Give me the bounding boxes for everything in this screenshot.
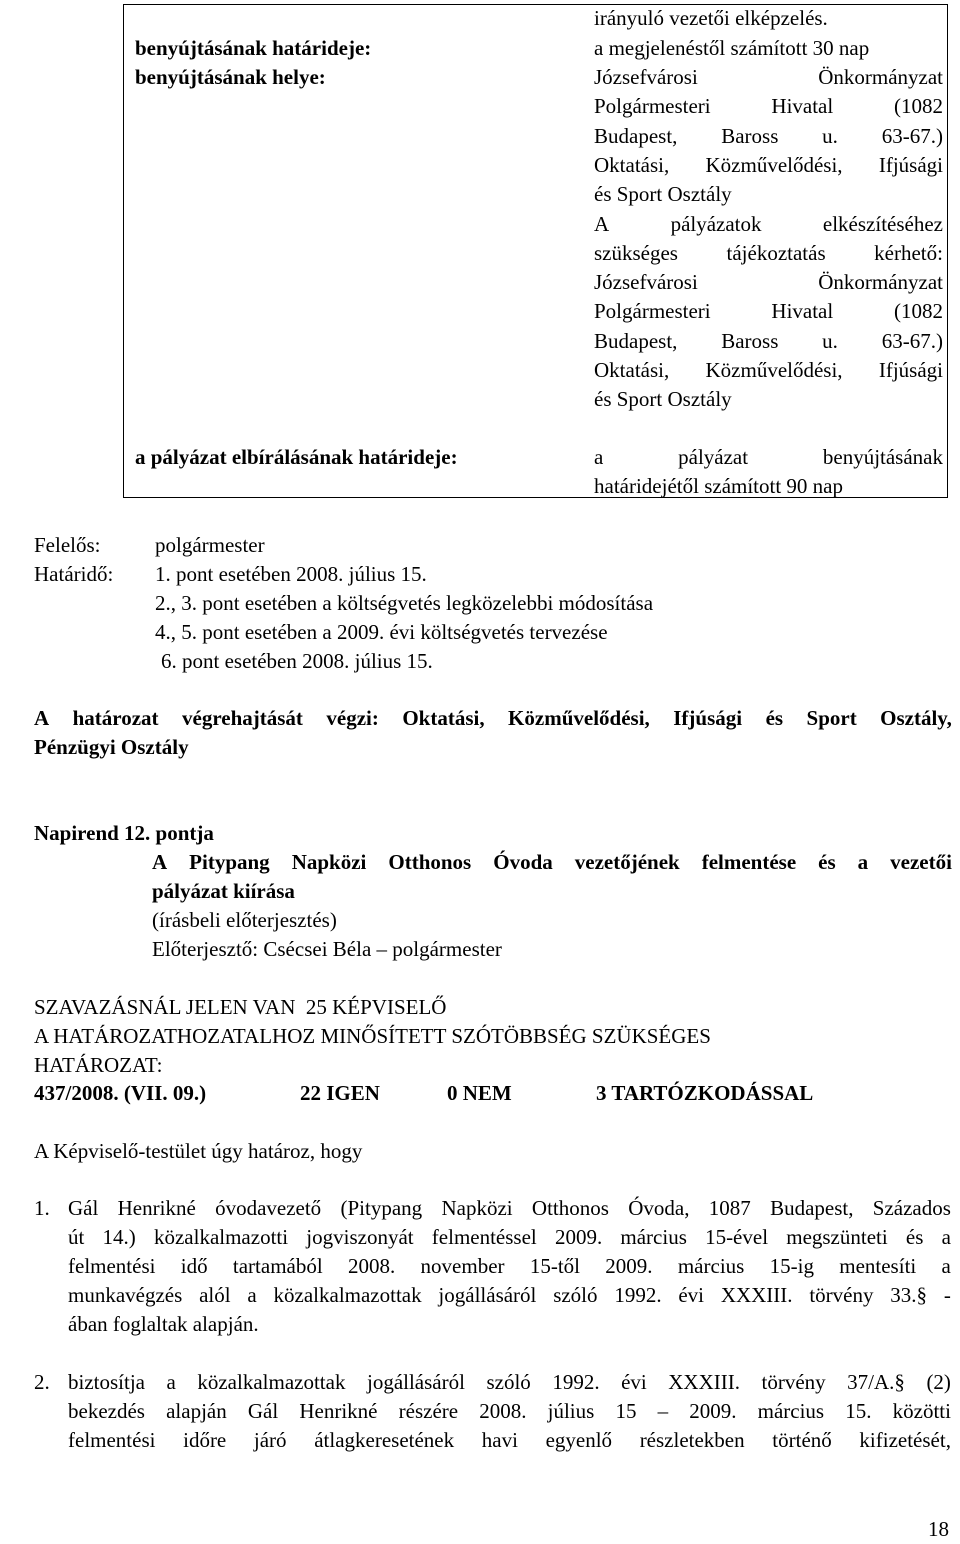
word: 2008. (348, 1254, 396, 1278)
word: határidejétől számított 90 nap (594, 474, 844, 498)
word: átlagkeresetének (314, 1428, 455, 1452)
word: (1082 (893, 299, 943, 324)
evaluation-deadline-label: a pályázat elbírálásának határideje: (135, 445, 458, 469)
word: és Sport Osztály (594, 387, 732, 412)
text-line (594, 151, 943, 180)
word: november (420, 1254, 505, 1278)
voting-majority: A HATÁROZATHOZATALHOZ MINŐSÍTETT SZÓTÖBBSÉG SZÜKSÉGES (34, 1024, 711, 1048)
word: jogállásáról (366, 1370, 465, 1394)
word: Budapest, (770, 1196, 854, 1220)
word: 1992. (614, 1283, 662, 1307)
word: jogviszonyát (306, 1225, 414, 1249)
word: alapján (166, 1399, 227, 1423)
word: Polgármesteri (594, 94, 711, 119)
word: Otthonos (388, 850, 472, 874)
word: (Pitypang (340, 1196, 423, 1220)
word: tartamából (232, 1254, 323, 1278)
word: és (905, 1225, 924, 1249)
word: Henrikné (299, 1399, 378, 1423)
word: A (594, 211, 610, 236)
word: megszünteti (786, 1225, 888, 1249)
text-line (594, 297, 943, 326)
deadline-item: 6. pont esetében 2008. július 15. (161, 649, 433, 673)
text-line (594, 180, 732, 209)
deadline-item: 4., 5. pont esetében a 2009. évi költségvetés tervezése (155, 620, 608, 644)
word: u. (822, 328, 838, 353)
word: Józsefvárosi (594, 65, 698, 89)
word: Otthonos (531, 1196, 609, 1220)
word: kérhető: (874, 240, 943, 265)
word: Polgármesteri (594, 299, 711, 324)
word: XXXIII. (720, 1283, 793, 1307)
word: Százados (872, 1196, 951, 1220)
table-top-text: irányuló vezetői elképzelés. (594, 6, 828, 30)
word: egyenlő (545, 1428, 613, 1452)
word: 2009. (689, 1399, 737, 1423)
word: 15-ével (705, 1225, 769, 1249)
text-line (68, 1426, 951, 1455)
word: és (818, 850, 836, 874)
text-line (594, 268, 943, 297)
word: idő (180, 1254, 208, 1278)
word: szóló (553, 1283, 598, 1307)
word: havi (481, 1428, 518, 1452)
text-line (68, 1194, 951, 1223)
word: felmentési (68, 1254, 156, 1278)
word: évi (678, 1283, 705, 1307)
word: biztosítja (68, 1370, 145, 1394)
word: Hivatal (771, 94, 834, 119)
word: Gál (247, 1399, 279, 1423)
deadline-value: a megjelenéstől számított 30 nap (594, 36, 870, 60)
word: 15-től (529, 1254, 580, 1278)
word: alól (199, 1283, 231, 1307)
word: részletekben (639, 1428, 745, 1452)
word: 63-67.) (881, 123, 943, 148)
word: részére (398, 1399, 459, 1423)
text-line (68, 1397, 951, 1426)
word: vezetőjének (574, 850, 680, 874)
text-line (594, 210, 943, 239)
word: 2009. (605, 1254, 653, 1278)
word: Óvoda, (628, 1196, 690, 1220)
agenda-title (152, 848, 952, 877)
word: Gál (68, 1196, 99, 1220)
vote-yes: 22 IGEN (300, 1081, 380, 1105)
text-line (594, 356, 943, 385)
text-line (594, 327, 943, 356)
word: felmentéssel (431, 1225, 537, 1249)
word: évi (621, 1370, 647, 1394)
word: Sport (806, 706, 857, 730)
word: 63-67.) (881, 328, 943, 353)
word: március (677, 1254, 745, 1278)
word: szóló (486, 1370, 531, 1394)
word: 1992. (552, 1370, 600, 1394)
agenda-note: (írásbeli előterjesztés) (152, 908, 337, 932)
text-line (594, 472, 843, 501)
word: pályázatok (670, 211, 762, 236)
word: időre (183, 1428, 227, 1452)
word: ában foglaltak alapján. (68, 1312, 259, 1336)
word: Henrikné (117, 1196, 196, 1220)
word: és (765, 706, 784, 730)
decision-label: HATÁROZAT: (34, 1053, 163, 1077)
deadline-item: 2., 3. pont esetében a költségvetés legközelebbi módosítása (155, 591, 654, 615)
word: (2) (926, 1370, 951, 1394)
word: - (943, 1283, 951, 1307)
word: Hivatal (771, 299, 834, 324)
word: Önkormányzat (818, 65, 943, 89)
word: Oktatási, (594, 358, 670, 382)
word: Közművelődési, (705, 152, 843, 177)
word: felmentése (701, 850, 797, 874)
word: kifizetését, (859, 1428, 951, 1452)
word: járó (253, 1428, 287, 1452)
word: 2008. (479, 1399, 527, 1423)
word: 1087 (708, 1196, 751, 1220)
text-line (68, 1223, 951, 1252)
agenda-item: Napirend 12. pontja (34, 821, 214, 845)
executor-line: Pénzügyi Osztály (34, 735, 189, 759)
responsible-value: polgármester (155, 533, 265, 557)
word: határozat (72, 706, 159, 730)
word: (1082 (893, 94, 943, 119)
word: felmentési (68, 1428, 156, 1452)
word: július (547, 1399, 595, 1423)
word: és Sport Osztály (594, 182, 732, 207)
word: törvény (809, 1283, 874, 1307)
word: a (166, 1370, 176, 1394)
word: 15 (615, 1399, 637, 1423)
word: 37/A.§ (847, 1370, 905, 1394)
place-label: benyújtásának helye: (135, 65, 326, 89)
word: benyújtásának (822, 445, 943, 469)
resolution-intro: A Képviselő-testület úgy határoz, hogy (34, 1139, 363, 1163)
word: Osztály, (880, 706, 952, 730)
word: Közművelődési, (705, 358, 843, 382)
word: Pitypang (189, 850, 270, 874)
word: a (941, 1225, 951, 1249)
vote-no: 0 NEM (447, 1081, 512, 1105)
word: tájékoztatás (726, 240, 826, 265)
agenda-presenter: Előterjesztő: Csécsei Béla – polgármester (152, 937, 502, 961)
word: közalkalmazotti (153, 1225, 289, 1249)
word: vezetői (890, 850, 952, 874)
word: pályázat (678, 445, 749, 469)
text-line (68, 1368, 951, 1397)
text-line (68, 1252, 951, 1281)
word: út (68, 1225, 85, 1249)
word: bekezdés (68, 1399, 145, 1423)
word: Ifjúsági (878, 358, 943, 382)
word: Ifjúsági (878, 152, 943, 177)
item-number: 1. (34, 1196, 50, 1220)
agenda-title: pályázat kiírása (152, 879, 295, 903)
word: március (757, 1399, 825, 1423)
word: a (857, 850, 869, 874)
word: végzi: (326, 706, 379, 730)
word: történő (772, 1428, 832, 1452)
deadline-label: benyújtásának határideje: (135, 36, 372, 60)
word: 33.§ (890, 1283, 928, 1307)
deadline-item: 1. pont esetében 2008. július 15. (155, 562, 427, 586)
word: közalkalmazottak (197, 1370, 346, 1394)
word: törvény (761, 1370, 826, 1394)
word: Önkormányzat (818, 270, 943, 295)
word: közalkalmazottak (273, 1283, 422, 1307)
word: szükséges (594, 240, 678, 265)
responsible-label: Felelős: (34, 533, 101, 557)
word: a (594, 445, 604, 469)
executor-line (34, 704, 952, 733)
word: A (152, 850, 168, 874)
deadline-section-label: Határidő: (34, 562, 114, 586)
word: Közművelődési, (508, 706, 650, 730)
text-line (594, 443, 943, 472)
word: jogállásáról (438, 1283, 537, 1307)
word: u. (822, 123, 838, 148)
word: – (657, 1399, 669, 1423)
word: a (941, 1254, 951, 1278)
word: XXXIII. (668, 1370, 740, 1394)
word: Oktatási, (402, 706, 485, 730)
word: Oktatási, (594, 152, 670, 177)
text-line (68, 1281, 951, 1310)
word: Baross (721, 123, 779, 148)
word: közötti (892, 1399, 951, 1423)
word: végrehajtását (182, 706, 303, 730)
word: munkavégzés (68, 1283, 183, 1307)
word: Ifjúsági (673, 706, 743, 730)
text-line (594, 63, 943, 92)
word: mentesíti (839, 1254, 917, 1278)
text-line (594, 385, 732, 414)
word: Napközi (291, 850, 367, 874)
text-line (68, 1310, 259, 1339)
word: a (247, 1283, 257, 1307)
page-number: 18 (928, 1517, 949, 1541)
decision-number: 437/2008. (VII. 09.) (34, 1081, 207, 1105)
word: 14.) (102, 1225, 136, 1249)
item-number: 2. (34, 1370, 50, 1394)
word: elkészítéséhez (822, 211, 943, 236)
word: 15. (845, 1399, 872, 1423)
word: Józsefvárosi (594, 270, 698, 295)
word: Budapest, (594, 328, 678, 353)
word: Budapest, (594, 123, 678, 148)
vote-abstain: 3 TARTÓZKODÁSSAL (596, 1081, 814, 1105)
text-line (594, 122, 943, 151)
word: 15-ig (769, 1254, 814, 1278)
word: A (34, 706, 50, 730)
text-line (594, 92, 943, 121)
word: Baross (721, 328, 779, 353)
word: Óvoda (493, 850, 553, 874)
text-line (594, 239, 943, 268)
word: Napközi (441, 1196, 513, 1220)
voting-present: SZAVAZÁSNÁL JELEN VAN 25 KÉPVISELŐ (34, 995, 447, 1019)
word: 2009. (554, 1225, 603, 1249)
word: óvodavezető (215, 1196, 322, 1220)
word: március (620, 1225, 687, 1249)
